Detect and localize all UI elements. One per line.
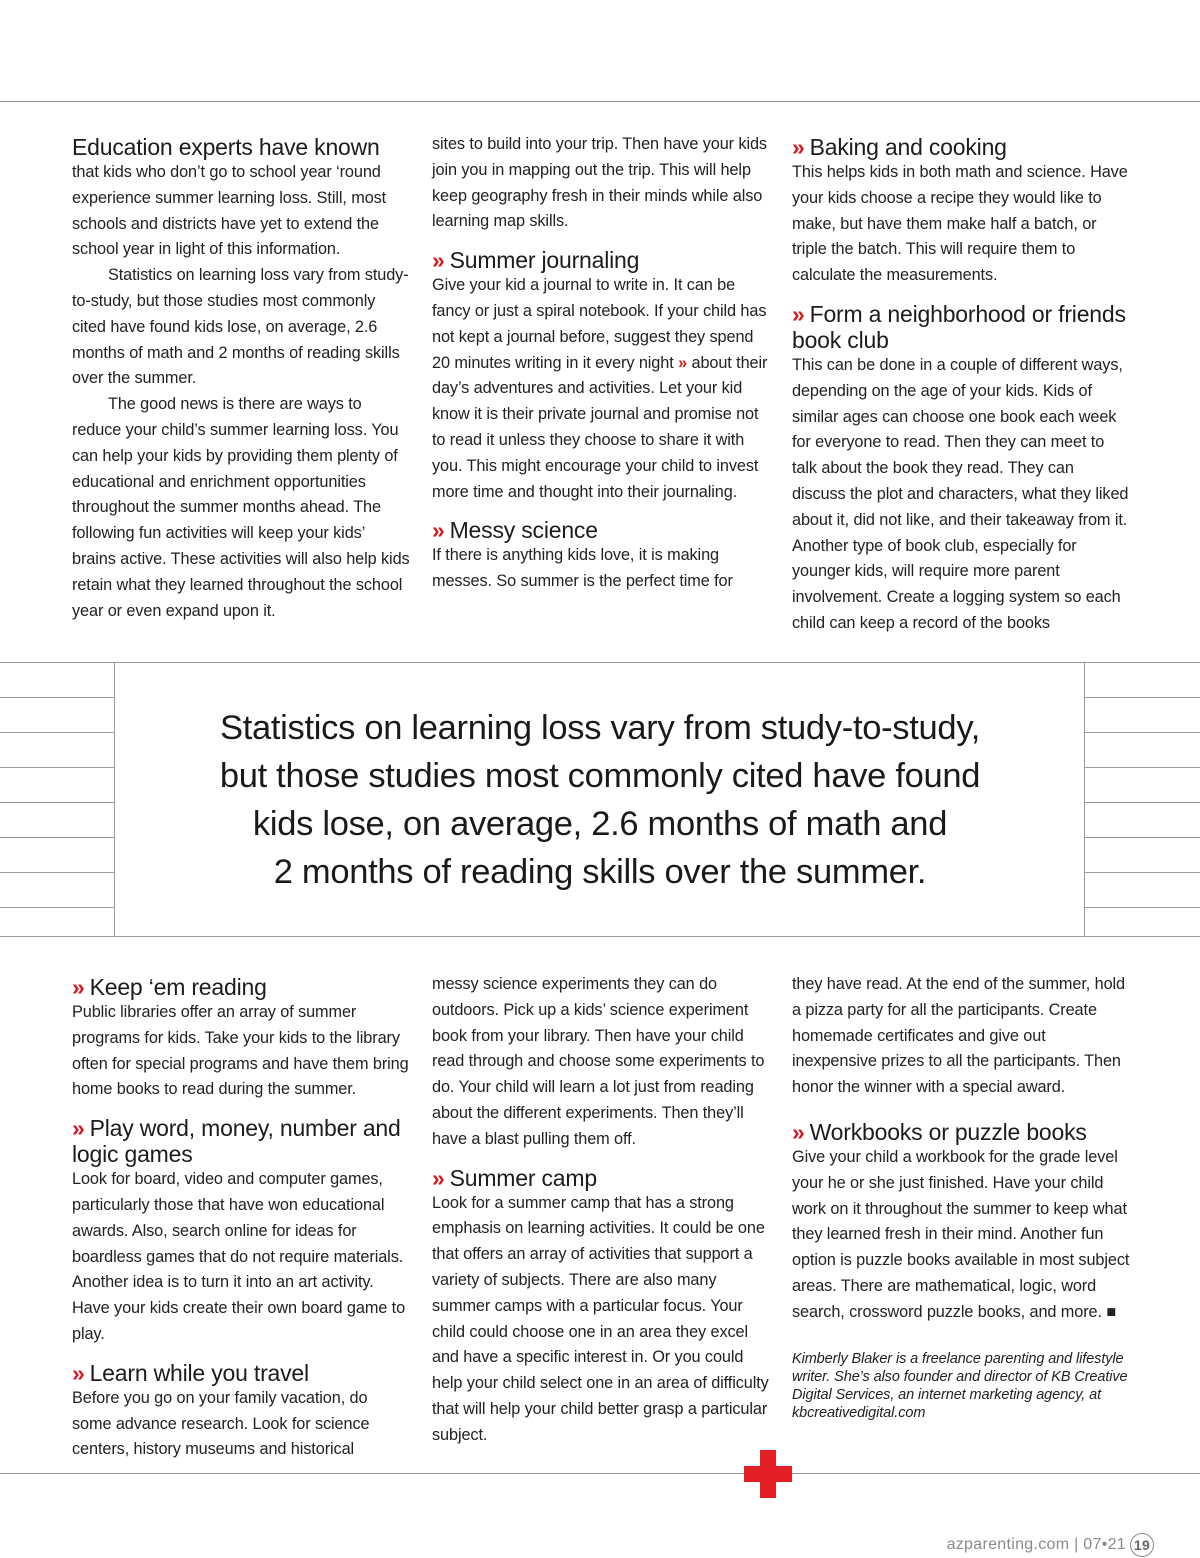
paragraph: messy science experiments they can do outdoors. Pick up a kids’ science experiment book from your library. Then have your child read through and choose some experiments to do. Your child will learn a lot just from reading about the different experiments. Then they’ll have a blast pulling them off. [432,975,765,1148]
pull-quote [115,663,1085,936]
heading-summer-camp: » Summer camp [432,1164,597,1191]
column-3-bottom [792,972,1130,1422]
column-1-top [72,134,410,624]
heading-games: » Play word, money, number and logic games [72,1115,401,1168]
raquo-icon: » [432,247,445,274]
bottom-rule [0,1473,1200,1474]
heading-travel: » Learn while you travel [72,1359,309,1386]
ruled-lines-right [1084,663,1200,936]
ruled-lines-left [0,663,115,936]
paragraph: Give your child a workbook for the grade level your he or she just finished. Have your child work on it throughout the summer to keep what they learned fresh in their mind. Another fun option is puzzle books available in most subject areas. There are mathematical, logic, word search, crossword puzzle books, and more. ■ [792,1147,1130,1321]
column-2-top [432,132,770,595]
paragraph: This can be done in a couple of different ways, depending on the age of your kids. Kids of similar ages can choose one book each week for everyone to read. Then they can meet to talk about the book they read. They can discuss the plot and characters, what they liked about it, did not like, and their takeaway from it. Another type of book club, especially for younger kids, will require more parent involvement. Create a logging system so each child can keep a record of the books [792,355,1129,632]
paragraph: Before you go on your family vacation, do some advance research. Look for science centers, history museums and historical [72,1388,370,1459]
paragraph: If there is anything kids love, it is making messes. So summer is the perfect time for [432,546,733,591]
footer-site: azparenting.com | 07•21 [946,1536,1126,1553]
heading-book-club: » Form a neighborhood or friends book club [792,300,1126,353]
pull-quote-text: Statistics on learning loss vary from study-to-study, but those studies most commonly cited have found kids lose, on average, 2.6 months of math and 2 months of reading skills over the summer. [219,708,981,891]
heading-messy-science: » Messy science [432,517,598,544]
raquo-icon: » [792,1118,805,1145]
raquo-icon: » [432,1164,445,1191]
column-1-bottom [72,974,410,1463]
heading-baking-cooking: » Baking and cooking [792,134,1007,160]
lead-in: Education experts have known [72,134,380,160]
paragraph: Give your kid a journal to write in. It can be fancy or just a spiral notebook. If your child has not kept a journal before, suggest they spend 20 minutes writing in it every night » about their day’s adventures and activities. Let your kid know it is their private journal and promise not to read it unless they choose to share it with you. This might encourage your child to invest more time and thought into their journaling. [432,276,768,501]
raquo-icon: » [72,1115,85,1142]
column-2-bottom [432,972,770,1449]
paragraph: The good news is there are ways to reduce your child’s summer learning loss. You can help your kids by providing them plenty of educational and enrichment opportunities throughout the summer months ahead. The following fun activities will keep your kids’ brains active. These activities will also help kids retain what they learned throughout the school year or even expand upon it. [72,395,410,620]
raquo-icon: » [678,353,688,372]
raquo-icon: » [72,1359,85,1386]
paragraph: Public libraries offer an array of summer programs for kids. Take your kids to the library often for special programs and have them bring home books to read during the summer. [72,1003,409,1099]
top-rule [0,101,1200,102]
footer [947,1533,1154,1557]
pull-quote-band [0,662,1200,937]
paragraph: Statistics on learning loss vary from study-to-study, but those studies most commonly cited have found kids lose, on average, 2.6 months of math and 2 months of reading skills over the summer. [72,266,409,388]
raquo-icon: » [792,134,805,160]
page-number: 19 [1130,1533,1154,1557]
paragraph: Look for board, video and computer games, particularly those that have won educational awards. Also, search online for ideas for boardless games that do not require materials. Another idea is to turn it into an art activity. Have your kids create their own board game to play. [72,1170,406,1343]
paragraph: that kids who don’t go to school year ‘round experience summer learning loss. Still, most schools and districts have yet to extend the school year in light of this information. [72,163,387,259]
author-bio: Kimberly Blaker is a freelance parenting and lifestyle writer. She’s also founder and director of KB Creative Digital Services, an internet marketing agency, at kbcreativedigital.com [792,1350,1128,1421]
raquo-icon: » [792,300,805,327]
paragraph: This helps kids in both math and science. Have your kids choose a recipe they would like to make, but have them make half a batch, or triple the batch. This will require them to calculate the measurements. [792,163,1128,285]
heading-summer-journaling: » Summer journaling [432,247,640,274]
raquo-icon: » [72,974,85,1000]
heading-keep-reading: » Keep ‘em reading [72,974,267,1000]
heading-workbooks: » Workbooks or puzzle books [792,1118,1087,1145]
paragraph: they have read. At the end of the summer, hold a pizza party for all the participants. Create homemade certificates and give out inexpensive prizes to all the participants. Then honor the winner with a special award. [792,975,1125,1097]
raquo-icon: » [432,517,445,544]
paragraph: Look for a summer camp that has a strong emphasis on learning activities. It could be one that offers an array of activities that support a variety of subjects. There are also many summer camps with a particular focus. Your child could choose one in an area they excel and have a specific interest in. Or you could help your child select one in an area of difficulty that will help your child better grasp a particular subject. [432,1193,769,1444]
red-cross-icon-bar [744,1466,792,1482]
paragraph: sites to build into your trip. Then have your kids join you in mapping out the trip. This will help keep geography fresh in their minds while also learning map skills. [432,135,767,231]
column-3-top [792,134,1130,637]
